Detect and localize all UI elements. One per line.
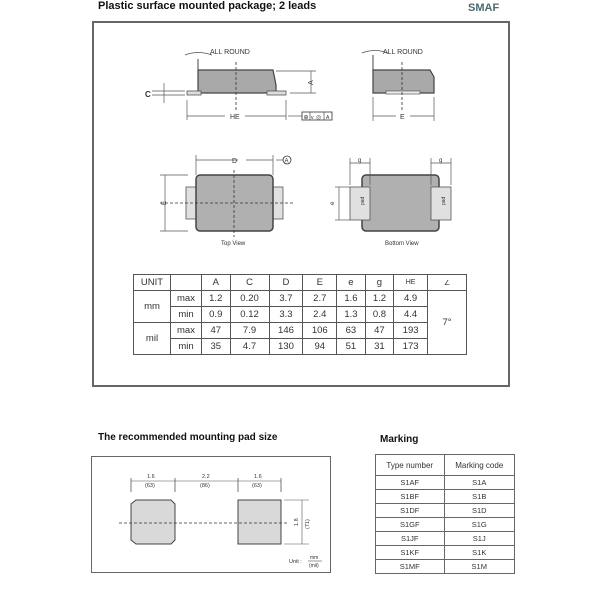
dim-d-label: D [232,158,238,165]
concentric-symbol: ◎ [316,115,322,121]
unit-cell: mil [134,323,171,355]
marking-code: S1K [444,546,514,560]
type-number: S1JF [376,532,445,546]
header-cell: Marking code [444,455,514,476]
header-cell: HE [394,275,428,291]
dimensions-table [133,274,467,355]
section-title: Plastic surface mounted package; 2 leads [98,0,317,12]
value-cell: 146 [269,323,303,339]
dim-he-label: HE [230,114,240,121]
value-cell: 2.7 [303,291,337,307]
row-type: min [171,307,202,323]
value-cell: 31 [365,339,394,355]
value-cell: 0.8 [365,307,394,323]
marking-code: S1B [444,490,514,504]
bottom-view-caption: Bottom View [385,241,419,247]
marking-title: Marking [380,434,419,445]
position-symbol: ⊕ [303,115,309,121]
value-cell: 0.20 [230,291,269,307]
header-cell: g [365,275,394,291]
table-row [376,532,515,546]
value-cell: 4.4 [394,307,428,323]
dim-e-top-label: E [162,200,168,205]
value-cell: 2.4 [303,307,337,323]
type-number: S1MF [376,560,445,574]
table-row [376,476,515,490]
unit-bottom: (mil) [309,563,319,569]
value-cell: 106 [303,323,337,339]
value-cell: 47 [202,323,231,339]
table-row [376,560,515,574]
dim-g-left-label: g [358,158,362,164]
value-cell: 47 [365,323,394,339]
value-cell: 63 [337,323,366,339]
header-cell: UNIT [134,275,171,291]
top-view-caption: Top View [221,241,246,247]
dim-e-bottom-label: e [330,201,336,205]
marking-code: S1A [444,476,514,490]
top-view [160,155,295,247]
header-cell: C [230,275,269,291]
value-cell: 4.9 [394,291,428,307]
header-cell: A [202,275,231,291]
unit-top: mm [310,555,319,561]
pad-right [238,500,281,544]
value-cell: 94 [303,339,337,355]
table-row [134,323,467,339]
header-cell: e [337,275,366,291]
mounting-pad-drawing [91,456,331,573]
mounting-pad-title: The recommended mounting pad size [98,432,278,443]
bottom-view [330,158,451,247]
row-type: max [171,323,202,339]
value-cell: 1.2 [202,291,231,307]
value-cell: 193 [394,323,428,339]
all-round-label: ALL ROUND [210,49,250,56]
marking-code: S1M [444,560,514,574]
table-row [134,339,467,355]
value-cell: 0.9 [202,307,231,323]
type-number: S1DF [376,504,445,518]
unit-cell: mm [134,291,171,323]
type-number: S1AF [376,476,445,490]
marking-table [375,454,515,574]
marking-code: S1D [444,504,514,518]
row-type: min [171,339,202,355]
pad-height-mil: (71) [305,519,311,529]
table-row [134,291,467,307]
tolerance-v: v [311,115,314,121]
gap-mm: 2.2 [202,474,210,480]
pad2-width-mm: 1.6 [254,474,262,480]
gap-mil: (86) [200,483,210,489]
table-row [376,504,515,518]
marking-header-row [376,455,515,476]
table-row [376,546,515,560]
datum-a-label: A [284,158,289,165]
pad2-width-mil: (63) [252,483,262,489]
side-view [145,49,332,121]
pad1-width-mm: 1.6 [147,474,155,480]
unit-label: Unit : [289,559,302,565]
value-cell: 1.3 [337,307,366,323]
value-cell: 35 [202,339,231,355]
table-header-row [134,275,467,291]
angle-cell: 7° [428,291,467,355]
type-number: S1GF [376,518,445,532]
table-row [376,518,515,532]
pad1-width-mil: (63) [145,483,155,489]
value-cell: 0.12 [230,307,269,323]
all-round-label-end: ALL ROUND [383,49,423,56]
dim-a-label: A [308,80,315,85]
pad-height-mm: 1.8 [294,518,300,526]
value-cell: 173 [394,339,428,355]
header-cell: Type number [376,455,445,476]
value-cell: 130 [269,339,303,355]
type-number: S1BF [376,490,445,504]
value-cell: 3.7 [269,291,303,307]
value-cell: 4.7 [230,339,269,355]
marking-code: S1J [444,532,514,546]
header-cell: ∠ [428,275,467,291]
package-name: SMAF [468,2,500,14]
header-cell: D [269,275,303,291]
header-cell [171,275,202,291]
dim-e-label: E [400,114,405,121]
value-cell: 1.2 [365,291,394,307]
marking-code: S1G [444,518,514,532]
pad-label-right: pad [441,196,447,205]
value-cell: 51 [337,339,366,355]
value-cell: 3.3 [269,307,303,323]
dim-c-label: C [145,90,151,99]
value-cell: 1.6 [337,291,366,307]
value-cell: 7.9 [230,323,269,339]
row-type: max [171,291,202,307]
pad-left [131,500,175,544]
table-row [134,307,467,323]
table-row [376,490,515,504]
header-cell: E [303,275,337,291]
package-outline-drawing [130,35,470,255]
pad-label-left: pad [360,196,366,205]
dim-g-right-label: g [439,158,443,164]
tolerance-datum: A [326,115,330,121]
type-number: S1KF [376,546,445,560]
end-view [362,49,434,121]
